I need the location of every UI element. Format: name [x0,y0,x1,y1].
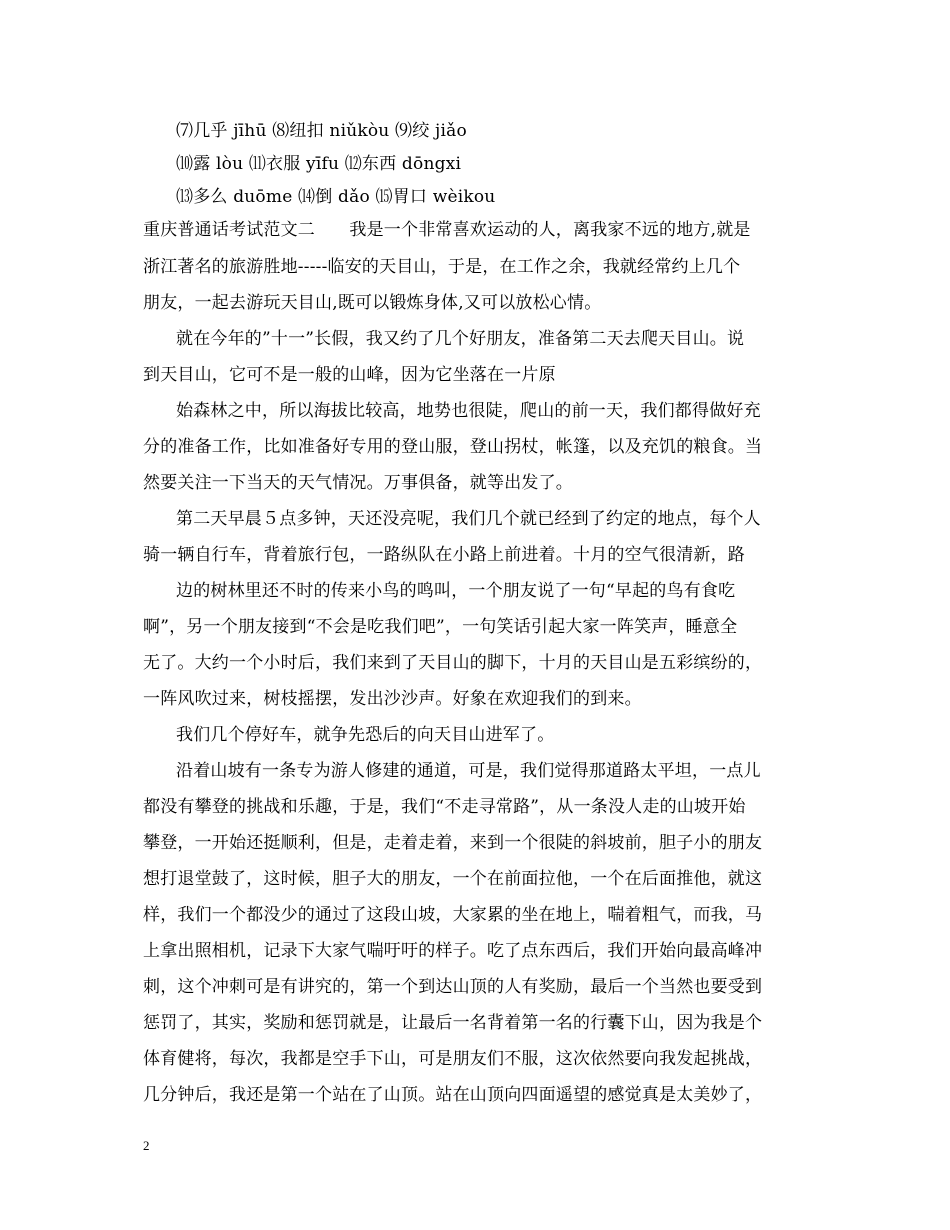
text-line: 到天目山，它可不是一般的山峰，因为它坐落在一片原 [143,365,556,385]
text-line: 重庆普通话考试范文二 我是一个非常喜欢运动的人，离我家不远的地方,就是 [143,220,751,240]
text-line: ⑺几乎 jīhū ⑻纽扣 niǔkòu ⑼绞 jiǎo [176,121,467,141]
text-line: 我们几个停好车，就争先恐后的向天目山进军了。 [176,725,555,745]
text-line: ⑽露 lòu ⑾衣服 yīfu ⑿东西 dōngxi [176,154,462,174]
text-line: 然要关注一下当天的天气情况。万事俱备，就等出发了。 [143,473,573,493]
text-line: 刺，这个冲刺可是有讲究的，第一个到达山顶的人有奖励，最后一个当然也要受到 [143,977,763,997]
text-line: 边的树林里还不时的传来小鸟的鸣叫，一个朋友说了一句“早起的鸟有食吃 [176,581,736,601]
text-line: 惩罚了，其实，奖励和惩罚就是，让最后一名背着第一名的行囊下山，因为我是个 [143,1013,763,1033]
text-line: 攀登，一开始还挺顺利，但是，走着走着，来到一个很陡的斜坡前，胆子小的朋友 [143,833,763,853]
text-line: 想打退堂鼓了，这时候，胆子大的朋友，一个在前面拉他，一个在后面推他，就这 [143,869,763,889]
text-line: 沿着山坡有一条专为游人修建的通道，可是，我们觉得那道路太平坦，一点儿 [176,761,761,781]
text-line: 始森林之中，所以海拔比较高，地势也很陡，爬山的前一天，我们都得做好充 [176,401,761,421]
page-number: 2 [143,1138,150,1153]
text-line: 骑一辆自行车，背着旅行包，一路纵队在小路上前进着。十月的空气很清新，路 [143,545,745,565]
text-line: 几分钟后，我还是第一个站在了山顶。站在山顶向四面遥望的感觉真是太美妙了， [143,1085,763,1105]
text-line: ⒀多么 duōme ⒁倒 dǎo ⒂胃口 wèikou [176,187,496,207]
text-line: 体育健将，每次，我都是空手下山，可是朋友们不服，这次依然要向我发起挑战， [143,1049,763,1069]
text-line: 第二天早晨５点多钟，天还没亮呢，我们几个就已经到了约定的地点，每个人 [176,509,761,529]
text-line: 样，我们一个都没少的通过了这段山坡，大家累的坐在地上，喘着粗气，而我，马 [143,905,763,925]
text-line: 无了。大约一个小时后，我们来到了天目山的脚下，十月的天目山是五彩缤纷的， [143,653,763,673]
text-line: 分的准备工作，比如准备好专用的登山服，登山拐杖，帐篷，以及充饥的粮食。当 [143,437,763,457]
text-line: 啊”，另一个朋友接到“不会是吃我们吧”，一句笑话引起大家一阵笑声，睡意全 [143,617,738,637]
text-line: 上拿出照相机，记录下大家气喘吁吁的样子。吃了点东西后，我们开始向最高峰冲 [143,941,763,961]
text-line: 一阵风吹过来，树枝摇摆，发出沙沙声。好象在欢迎我们的到来。 [143,689,642,709]
text-line: 都没有攀登的挑战和乐趣，于是，我们“不走寻常路”，从一条没人走的山坡开始 [143,797,746,817]
text-line: 就在今年的”十一”长假，我又约了几个好朋友，准备第二天去爬天目山。说 [176,329,745,349]
text-line: 浙江著名的旅游胜地-----临安的天目山，于是，在工作之余，我就经常约上几个 [143,257,741,277]
text-line: 朋友，一起去游玩天目山,既可以锻炼身体,又可以放松心情。 [143,293,602,313]
